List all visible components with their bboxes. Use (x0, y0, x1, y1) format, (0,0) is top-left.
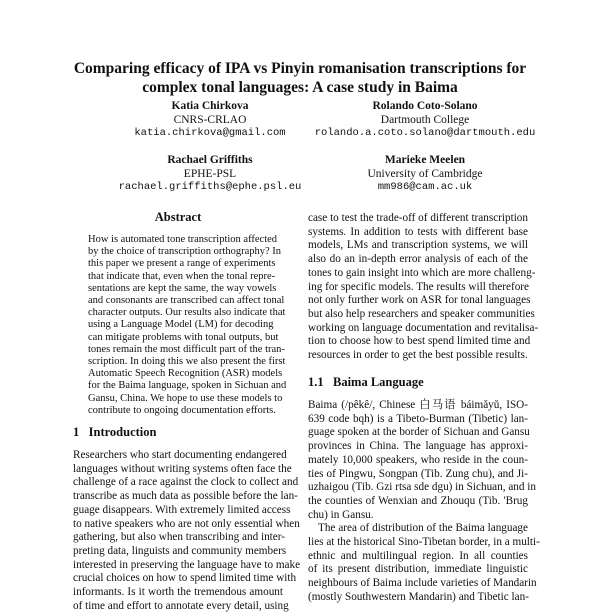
text-line: Baima (/pêkê/, Chinese 白马语 báimǎyǔ, ISO- (308, 399, 528, 411)
paper-title-line-2: complex tonal languages: A case study in Baima (142, 79, 458, 96)
text-line: challenge of a race against the clock to collect and (73, 476, 299, 489)
text-line: provinces in China. The language has approxi- (308, 440, 528, 453)
text-line: but also help researchers and speaker communities (308, 307, 535, 320)
text-line: guage spoken at the border of Sichuan and Gansu (308, 426, 530, 439)
text-line: Gansu, China. We hope to use these models to (88, 392, 283, 404)
text-line: the counties of Wenxian and Zhouqu (Tib. 'Brug (308, 494, 528, 507)
text-line: case to test the trade-off of different transcription (308, 212, 528, 224)
text-line: to native speakers who are not only essential when (73, 517, 300, 530)
abstract-heading: Abstract (154, 210, 202, 224)
author-block (290, 100, 560, 141)
text-line: ethnic and multilingual region. In all counties (308, 549, 528, 562)
text-line: this paper we present a range of experiments (88, 258, 276, 270)
text-line: for the Baima language, spoken in Sichuan and (88, 380, 287, 392)
text-line: by the choice of transcription orthography? In (88, 246, 282, 258)
text-line: tones to gain insight into which are more challeng- (308, 266, 536, 279)
text-line: systems. In addition to tests with different base (308, 225, 528, 238)
author-affiliation: Dartmouth College (380, 113, 470, 126)
text-line: can mitigate problems with tonal outputs, but (88, 331, 279, 343)
text-line: and consonants are transcribed can affect tonal (88, 295, 285, 306)
text-line: guage disappears. With extremely limited access (73, 503, 291, 516)
text-line: also do an in-depth error analysis of each of the (308, 253, 528, 266)
text-line: tion to choose how to best spend limited time and (308, 335, 531, 348)
text-line: uzhaigou (Tib. Gzi rtsa sde dgu) in Sichuan, and in (308, 481, 536, 494)
author-block (290, 154, 560, 195)
author-email[interactable]: rachael.griffiths@ephe.psl.eu (118, 181, 302, 193)
text-line: languages without writing systems often face the (73, 462, 292, 475)
author-email[interactable]: katia.chirkova@gmail.com (134, 127, 286, 139)
text-line: scription. In doing this we also present the first (88, 356, 286, 367)
text-line: tones remain the most difficult part of the tran- (88, 343, 285, 355)
text-line: interested in preserving the language have to make (73, 558, 301, 571)
author-affiliation: EPHE-PSL (183, 167, 237, 180)
text-line: working on language documentation and revitalisa- (308, 321, 539, 334)
text-line: mately 10,000 speakers, who reside in the coun- (308, 453, 528, 466)
text-line: 639 code bqh) is a Tibeto-Burman (Tibetic) lan- (308, 412, 528, 425)
author-name: Marieke Meelen (384, 154, 466, 166)
text-line: How is automated tone transcription affected (88, 234, 278, 245)
text-line: ing for specific models. The results will therefore (308, 280, 529, 293)
text-line: resources in order to get the best possible results. (308, 349, 528, 361)
author-affiliation: University of Cambridge (367, 167, 483, 180)
text-line: sentations are kept the same, the way vowels (88, 282, 277, 294)
text-line: transcribe as much data as possible before the lan- (73, 490, 298, 503)
author-email[interactable]: rolando.a.coto.solano@dartmouth.edu (314, 127, 536, 139)
section-heading-introduction: 1 Introduction (73, 425, 157, 439)
text-line: contribute to ongoing documentation efforts. (88, 404, 276, 416)
text-line: Researchers who start documenting endangered (73, 449, 287, 461)
text-line: of its present distribution, immediate linguistic (308, 563, 528, 576)
author-name: Katia Chirkova (171, 100, 249, 112)
text-line: ties of Pingwu, Songpan (Tib. Zung chu), and Ji- (308, 467, 528, 480)
text-line: The area of distribution of the Baima language (318, 522, 528, 535)
text-line: not only further work on ASR for tonal languages (308, 294, 531, 307)
text-line: of time and effort to annotate every detail, using (73, 599, 289, 612)
text-line: informants. Is it worth the tremendous amount (73, 586, 283, 598)
text-line: crucial choices on how to spend limited time with (73, 572, 297, 585)
text-line: that indicate that, even when the tonal repre- (88, 270, 276, 282)
text-line: models, LMs and transcription systems, we will (308, 239, 528, 252)
author-affiliation: CNRS-CRLAO (173, 113, 247, 126)
paper-title-line-1: Comparing efficacy of IPA vs Pinyin romanisation transcriptions for (73, 60, 527, 77)
text-line: lies at the historical Sino-Tibetan border, in a multi- (308, 536, 540, 548)
author-name: Rolando Coto-Solano (372, 100, 478, 112)
author-email[interactable]: mm986@cam.ac.uk (377, 181, 473, 193)
author-name: Rachael Griffiths (167, 154, 253, 166)
text-line: chu) in Gansu. (308, 508, 374, 521)
subsection-heading-baima-language: 1.1 Baima Language (308, 375, 424, 389)
text-line: (mostly Southwestern Mandarin) and Tibetic lan- (308, 590, 529, 603)
text-line: preting data, linguists and community members (73, 544, 287, 557)
text-line: Automatic Speech Recognition (ASR) models (88, 368, 283, 380)
text-line: using a Language Model (LM) for decoding (88, 319, 274, 331)
text-line: neighbours of Baima include varieties of Mandarin (308, 577, 537, 590)
text-line: gathering, but also when transcribing and inter- (73, 531, 285, 544)
text-line: character outputs. Our results also indicate that (88, 307, 286, 319)
